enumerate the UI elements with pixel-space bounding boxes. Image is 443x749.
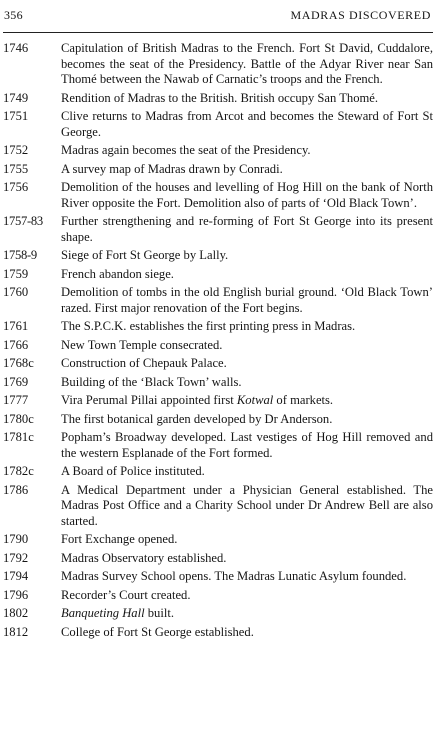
header-rule — [3, 32, 433, 33]
chronology-entry — [3, 180, 433, 211]
chronology-entry — [3, 41, 433, 88]
entry-description — [61, 248, 433, 264]
description-text: New Town Temple consecrated. — [61, 337, 223, 352]
chronology-entry — [3, 248, 433, 264]
description-text: French abandon siege. — [61, 266, 174, 281]
description-text: Construction of Chepauk Palace. — [61, 356, 227, 370]
entry-description — [61, 532, 433, 548]
italic-term: Banqueting Hall — [61, 606, 145, 620]
entry-description — [61, 285, 433, 316]
entry-description — [61, 91, 433, 107]
description-text: A Board of Police instituted. — [61, 464, 205, 478]
entry-year: 1760 — [3, 285, 29, 299]
italic-term: Kotwal — [236, 393, 274, 407]
description-text: Siege of Fort St George by Lally. — [61, 248, 229, 262]
entry-year: 1786 — [3, 482, 29, 497]
entry-description — [61, 375, 433, 391]
chronology-entry — [3, 162, 433, 178]
chronology-entry — [3, 91, 433, 107]
entry-year: 1761 — [3, 319, 29, 333]
description-text: Madras Observatory established. — [61, 550, 227, 565]
description-text: College of Fort St George established. — [61, 624, 254, 639]
entry-description — [61, 625, 433, 641]
entry-description — [61, 319, 433, 335]
description-text: Building of the ‘Black Town’ walls. — [61, 374, 242, 389]
entry-year: 1780c — [3, 411, 34, 426]
entry-year: 1757-83 — [3, 214, 43, 228]
page-header — [3, 8, 433, 32]
entry-description — [61, 551, 433, 567]
chronology-entry — [3, 393, 433, 409]
description-text: Capitulation of British Madras to the French. Fort St David, Cuddalore, becomes the seat of the Presidency. Battle of the Adyar River near San Thomé between the Nawab of Carnatic’s troops and the French. — [61, 41, 433, 86]
chronology-entry — [3, 606, 433, 622]
description-text: Further strengthening and re-forming of Fort St George into its present shape. — [61, 214, 433, 244]
chronology-entry — [3, 430, 433, 461]
entry-year: 1755 — [3, 161, 29, 176]
entry-description — [61, 430, 433, 461]
entry-year: 1794 — [3, 569, 29, 583]
chronology-list — [3, 41, 433, 640]
chronology-entry — [3, 356, 433, 372]
entry-description — [61, 180, 433, 211]
entry-year: 1792 — [3, 550, 29, 565]
chronology-entry — [3, 464, 433, 480]
chronology-entry — [3, 625, 433, 641]
description-text: of markets. — [273, 393, 334, 407]
chronology-entry — [3, 532, 433, 548]
entry-description — [61, 356, 433, 372]
entry-year: 1769 — [3, 374, 29, 389]
entry-description — [61, 412, 433, 428]
description-text: Demolition of tombs in the old English burial ground. ‘Old Black Town’ razed. First major renovation of the Fort begins. — [61, 285, 433, 315]
entry-year: 1777 — [3, 393, 29, 407]
entry-description — [61, 569, 433, 585]
chronology-entry — [3, 588, 433, 604]
description-text: A Medical Department under a Physician General established. The Madras Post Office and a Charity School under Dr Andrew Bell are also started. — [61, 482, 433, 528]
chronology-entry — [3, 569, 433, 585]
entry-year: 1768c — [3, 356, 34, 370]
chronology-entry — [3, 375, 433, 391]
description-text: Popham’s Broadway developed. Last vestiges of Hog Hill removed and the western Esplanade of the Fort formed. — [61, 430, 433, 460]
chronology-entry — [3, 285, 433, 316]
entry-year: 1802 — [3, 606, 29, 620]
entry-description — [61, 214, 433, 245]
entry-description — [61, 483, 433, 530]
entry-description — [61, 338, 433, 354]
entry-description — [61, 267, 433, 283]
chronology-entry — [3, 412, 433, 428]
description-text: Fort Exchange opened. — [61, 532, 178, 546]
chronology-entry — [3, 551, 433, 567]
entry-year: 1796 — [3, 587, 29, 602]
entry-year: 1756 — [3, 180, 29, 194]
entry-year: 1766 — [3, 337, 29, 352]
description-text: Demolition of the houses and levelling of Hog Hill on the bank of North River opposite the Fort. Demolition also of parts of ‘Old Black Town’. — [61, 180, 433, 210]
entry-description — [61, 393, 433, 409]
entry-description — [61, 41, 433, 88]
description-text: Recorder’s Court created. — [61, 587, 191, 602]
description-text: A survey map of Madras drawn by Conradi. — [61, 161, 283, 176]
chronology-entry — [3, 109, 433, 140]
entry-description — [61, 109, 433, 140]
page-number: 356 — [4, 8, 23, 22]
entry-year: 1751 — [3, 109, 29, 123]
entry-year: 1812 — [3, 624, 29, 639]
chronology-entry — [3, 319, 433, 335]
entry-year: 1758-9 — [3, 248, 37, 262]
chronology-entry — [3, 267, 433, 283]
description-text: The S.P.C.K. establishes the first printing press in Madras. — [61, 319, 356, 333]
entry-year: 1790 — [3, 532, 29, 546]
description-text: Madras Survey School opens. The Madras Lunatic Asylum founded. — [61, 569, 407, 583]
description-text: The first botanical garden developed by Dr Anderson. — [61, 411, 333, 426]
entry-description — [61, 143, 433, 159]
entry-year: 1752 — [3, 143, 29, 157]
entry-year: 1781c — [3, 430, 34, 444]
chronology-entry — [3, 338, 433, 354]
description-text: Rendition of Madras to the British. British occupy San Thomé. — [61, 90, 379, 105]
description-text: Clive returns to Madras from Arcot and becomes the Steward of Fort St George. — [61, 109, 433, 139]
chronology-entry — [3, 143, 433, 159]
chronology-entry — [3, 214, 433, 245]
description-text: Madras again becomes the seat of the Presidency. — [61, 143, 311, 157]
entry-year: 1746 — [3, 41, 29, 55]
entry-description — [61, 588, 433, 604]
entry-year: 1782c — [3, 464, 34, 478]
entry-description — [61, 606, 433, 622]
description-text: built. — [144, 606, 174, 620]
chronology-entry — [3, 483, 433, 530]
running-head: MADRAS DISCOVERED — [290, 8, 431, 22]
description-text: Vira Perumal Pillai appointed first — [61, 393, 237, 407]
entry-description — [61, 162, 433, 178]
entry-year: 1759 — [3, 266, 29, 281]
entry-description — [61, 464, 433, 480]
entry-year: 1749 — [3, 90, 29, 105]
